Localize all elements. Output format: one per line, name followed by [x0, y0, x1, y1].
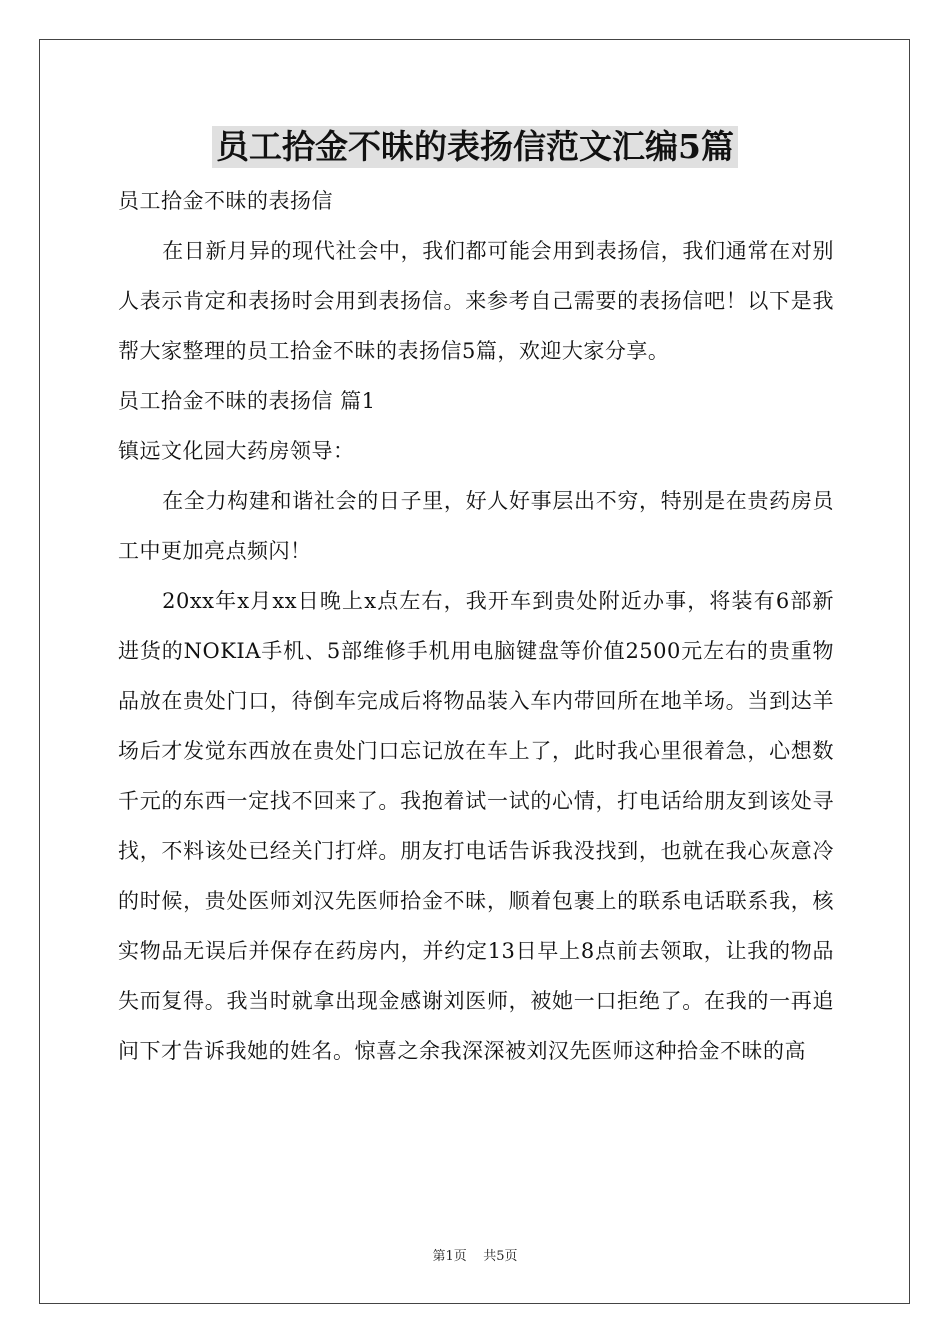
page-total: 共5页: [483, 1249, 518, 1264]
page-footer: [0, 1249, 950, 1265]
paragraph: 在全力构建和谐社会的日子里，好人好事层出不穷，特别是在贵药房员工中更加亮点频闪！: [118, 489, 834, 563]
paragraph: 在日新月异的现代社会中，我们都可能会用到表扬信，我们通常在对别人表示肯定和表扬时会用到表扬信。来参考自己需要的表扬信吧！以下是我帮大家整理的员工拾金不昧的表扬信5篇，欢迎大家分享。: [118, 239, 834, 363]
page-number: 第1页: [432, 1249, 467, 1264]
paragraph: 员工拾金不昧的表扬信: [118, 189, 333, 213]
document-title: 员工拾金不昧的表扬信范文汇编5篇: [212, 126, 738, 168]
title-block: [0, 126, 950, 168]
paragraph: 20xx年x月xx日晚上x点左右，我开车到贵处附近办事，将装有6部新进货的NOKIA手机、5部维修手机用电脑键盘等价值2500元左右的贵重物品放在贵处门口，待倒车完成后将物品装入车内带回所在地羊场。当到达羊场后才发觉东西放在贵处门口忘记放在车上了，此时我心里很着急，心想数千元的东西一定找不回来了。我抱着试一试的心情，打电话给朋友到该处寻找，不料该处已经关门打烊。朋友打电话告诉我没找到，也就在我心灰意冷的时候，贵处医师刘汉先医师拾金不昧，顺着包裹上的联系电话联系我，核实物品无误后并保存在药房内，并约定13日早上8点前去领取，让我的物品失而复得。我当时就拿出现金感谢刘医师，被她一口拒绝了。在我的一再追问下才告诉我她的姓名。惊喜之余我深深被刘汉先医师这种拾金不昧的高: [118, 589, 834, 1063]
document-body: [118, 176, 834, 1076]
section-heading: 员工拾金不昧的表扬信 篇1: [118, 389, 376, 413]
salutation: 镇远文化园大药房领导：: [118, 439, 355, 463]
